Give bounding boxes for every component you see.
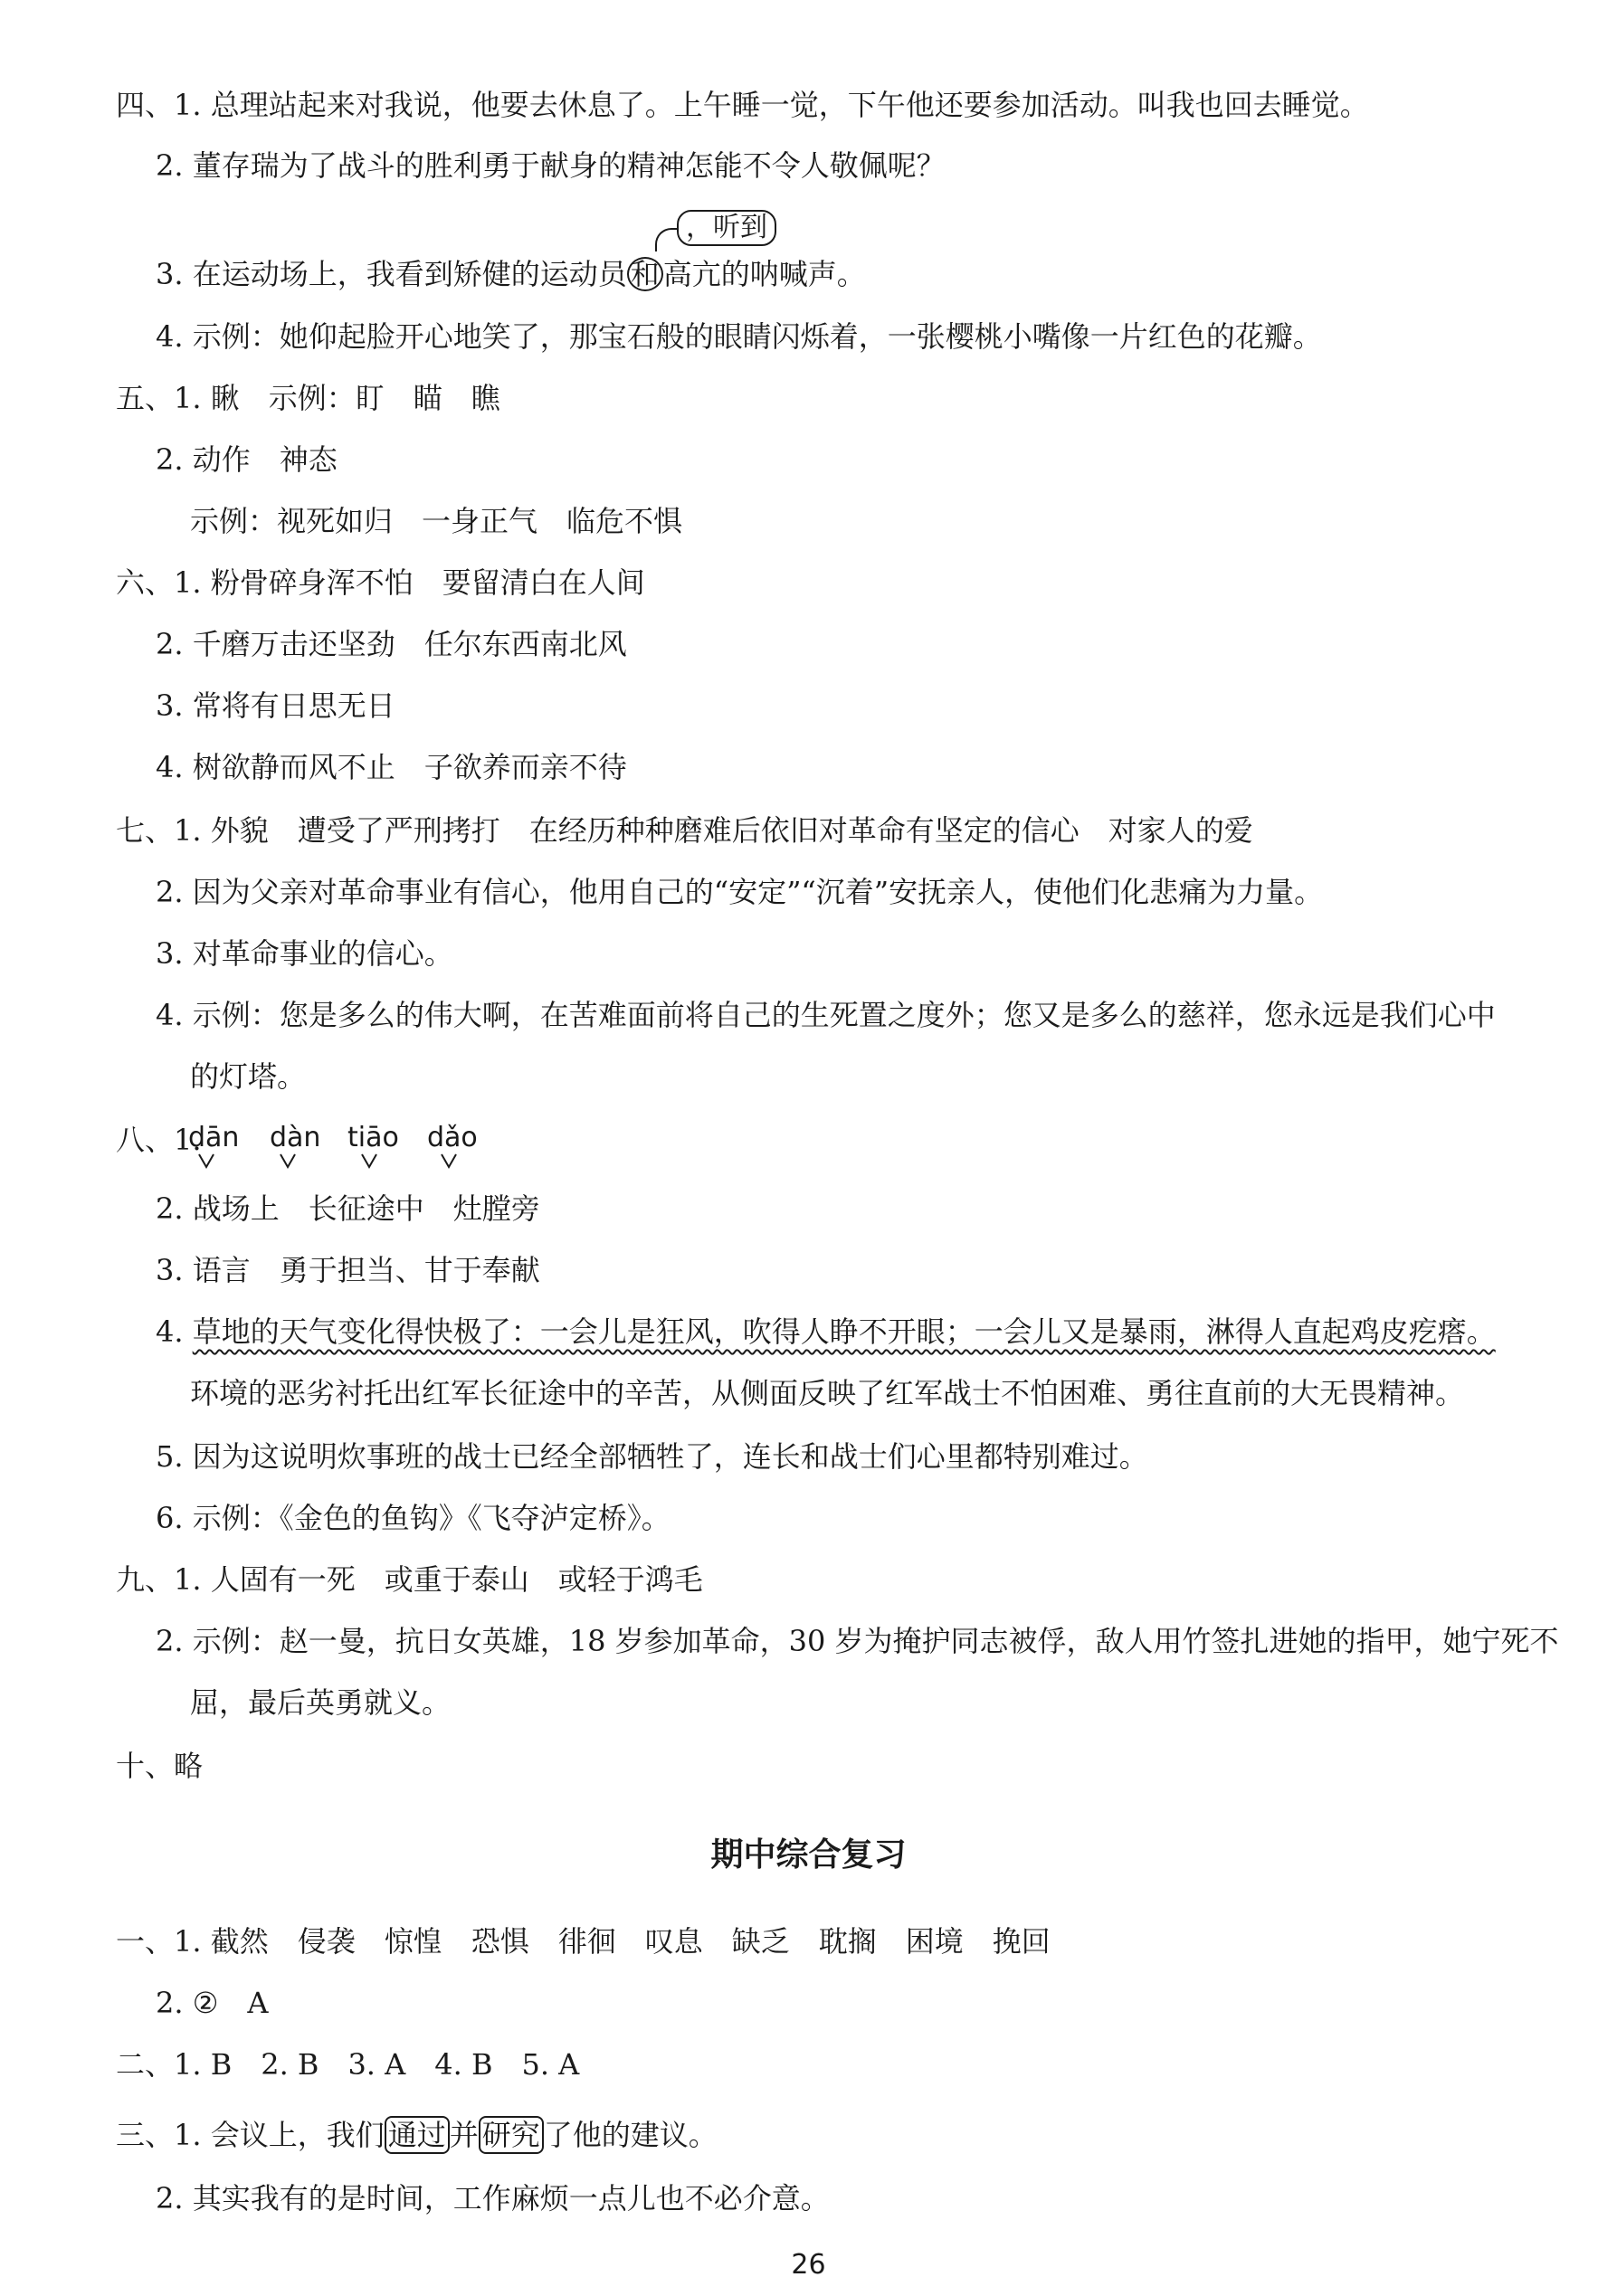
- mid-answer-1-2: 2. ② A: [156, 1986, 269, 2020]
- pinyin-2: dàn: [270, 1122, 321, 1153]
- mid-answer-3-1-mid: 并: [449, 2118, 479, 2152]
- answer-8-5: 5. 因为这说明炊事班的战士已经全部牺牲了，连长和战士们心里都特别难过。: [156, 1439, 1148, 1474]
- pinyin-3: tiāo: [347, 1122, 399, 1153]
- answer-8-4-cont: 环境的恶劣衬托出红军长征途中的辛苦，从侧面反映了红军战士不怕困难、勇往直前的大无畏精神。: [190, 1376, 1465, 1410]
- mid-answer-3-1-text-a: 三、1. 会议上，我们: [116, 2118, 385, 2152]
- answer-8-1-label: 八、1.: [116, 1123, 202, 1157]
- wavy-underlined-sentence: 草地的天气变化得快极了：一会儿是狂风，吹得人睁不开眼；一会儿又是暴雨，淋得人直起鸡皮疙瘩。: [192, 1314, 1496, 1349]
- answer-7-4: 4. 示例：您是多么的伟大啊，在苦难面前将自己的生死置之度外；您又是多么的慈祥，您永远是我们心中: [156, 998, 1496, 1032]
- answer-4-2: 2. 董存瑞为了战斗的胜利勇于献身的精神怎能不令人敬佩呢？: [156, 148, 946, 183]
- insertion-tail: [655, 228, 677, 251]
- answer-7-2: 2. 因为父亲对革命事业有信心，他用自己的“安定”“沉着”安抚亲人，使他们化悲痛为力量。: [156, 875, 1324, 909]
- edit-box-1: 通过: [385, 2116, 450, 2154]
- answer-8-4-num: 4.: [156, 1314, 184, 1349]
- answer-8-2: 2. 战场上 长征途中 灶膛旁: [156, 1191, 540, 1226]
- answer-9-2: 2. 示例：赵一曼，抗日女英雄，18 岁参加革命，30 岁为掩护同志被俘，敌人用竹签扎进她的指甲，她宁死不: [156, 1624, 1559, 1658]
- insertion-mark: ，听到: [677, 210, 776, 246]
- mid-answer-3-1: [116, 2117, 718, 2153]
- answer-10: 十、略: [116, 1749, 204, 1783]
- mid-answer-2: 二、1. B 2. B 3. A 4. B 5. A: [116, 2047, 580, 2082]
- circled-char: 和: [627, 257, 663, 291]
- answer-5-1: 五、1. 瞅 示例：盯 瞄 瞧: [116, 381, 500, 415]
- answer-7-1: 七、1. 外貌 遭受了严刑拷打 在经历种种磨难后依旧对革命有坚定的信心 对家人的爱: [116, 813, 1253, 848]
- answer-8-6: 6. 示例：《金色的鱼钩》《飞夺泸定桥》。: [156, 1501, 671, 1535]
- answer-4-3-text-b: 高亢的呐喊声。: [662, 257, 866, 291]
- mid-answer-3-1-text-b: 了他的建议。: [543, 2118, 718, 2152]
- edit-box-2: 研究: [479, 2116, 544, 2154]
- answer-5-2-example: 示例：视死如归 一身正气 临危不惧: [190, 504, 683, 538]
- answer-5-2: 2. 动作 神态: [156, 442, 338, 477]
- answer-9-2-cont: 屈，最后英勇就义。: [190, 1685, 452, 1720]
- answer-7-4-cont: 的灯塔。: [190, 1059, 307, 1094]
- check-mark-2: [281, 1154, 295, 1167]
- answer-4-4: 4. 示例：她仰起脸开心地笑了，那宝石般的眼睛闪烁着，一张樱桃小嘴像一片红色的花瓣。: [156, 319, 1322, 354]
- check-mark-1: [199, 1154, 214, 1167]
- mid-answer-3-2: 2. 其实我有的是时间，工作麻烦一点儿也不必介意。: [156, 2181, 830, 2215]
- answer-6-3: 3. 常将有日思无日: [156, 688, 395, 723]
- check-mark-3: [362, 1154, 376, 1167]
- answer-9-1: 九、1. 人固有一死 或重于泰山 或轻于鸿毛: [116, 1562, 703, 1597]
- pinyin-1: dān: [188, 1122, 240, 1153]
- answer-4-1: 四、1. 总理站起来对我说，他要去休息了。上午睡一觉，下午他还要参加活动。叫我也回去睡觉。: [116, 88, 1369, 122]
- answer-7-3: 3. 对革命事业的信心。: [156, 936, 453, 971]
- check-mark-4: [442, 1154, 456, 1167]
- answer-6-2: 2. 千磨万击还坚劲 任尔东西南北风: [156, 627, 627, 661]
- pinyin-4: dǎo: [427, 1122, 478, 1153]
- section-heading: 期中综合复习: [710, 1836, 907, 1874]
- answer-4-3: [156, 256, 866, 292]
- page-number: 26: [791, 2249, 826, 2281]
- tone-check-marks: [181, 1151, 489, 1171]
- answer-8-3: 3. 语言 勇于担当、甘于奉献: [156, 1253, 540, 1287]
- mid-answer-1-1: 一、1. 截然 侵袭 惊惶 恐惧 徘徊 叹息 缺乏 耽搁 困境 挽回: [116, 1924, 1051, 1959]
- answer-6-1: 六、1. 粉骨碎身浑不怕 要留清白在人间: [116, 565, 645, 600]
- answer-4-3-text-a: 3. 在运动场上，我看到矫健的运动员: [156, 257, 627, 291]
- answer-6-4: 4. 树欲静而风不止 子欲养而亲不待: [156, 750, 627, 784]
- answer-8-4: [156, 1314, 1496, 1350]
